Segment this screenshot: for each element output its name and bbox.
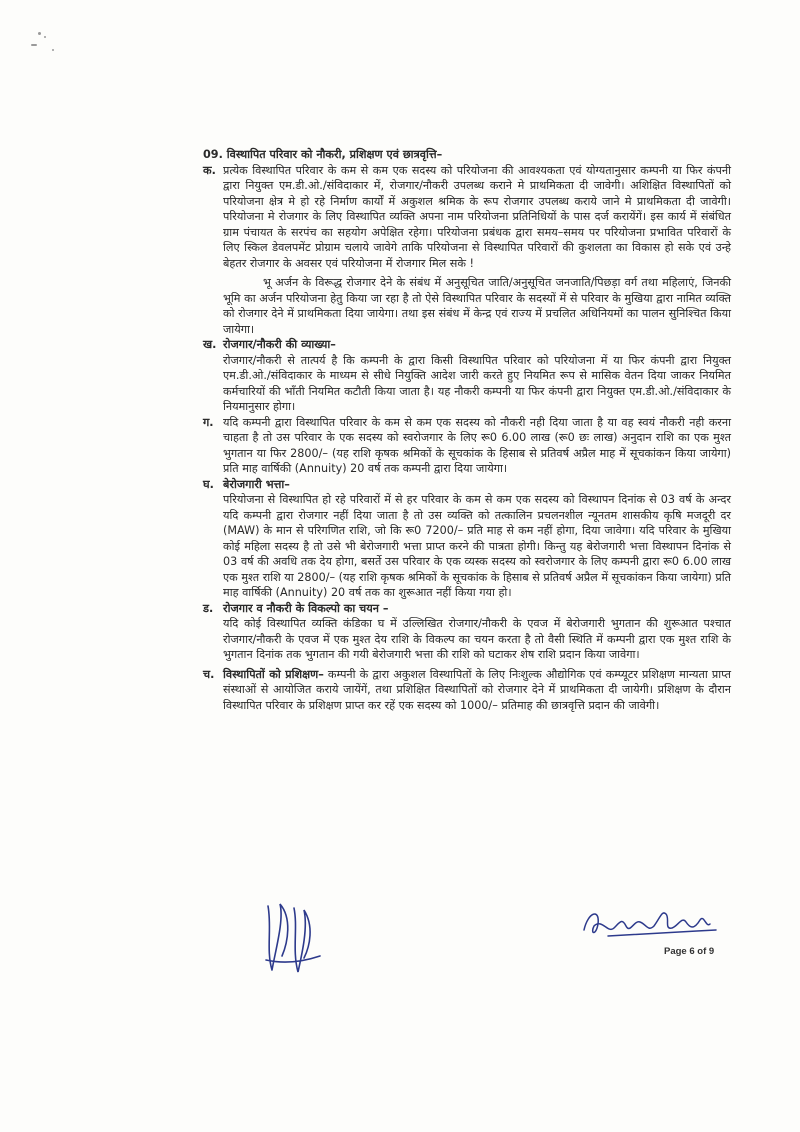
- clause-gha: [203, 477, 731, 601]
- clause-ga-text: यदि कम्पनी द्वारा विस्थापित परिवार के कम से कम एक सदस्य को नौकरी नही दिया जाता है या वह स्वयं नौकरी नही करना चाहता है तो उस परिवार के एक सदस्य को स्वरोजगार के लिए रू0 6.00 लाख (रू0 छः लाख) अनुदान राशि का एक मुश्त भुगतान या फिर 2800/– (यह राशि कृषक श्रमिकों के सूचकांक के हिसाब से प्रतिवर्ष अप्रैल माह में सूचकांकन किया जायेगा) प्रति माह वार्षिकी (Annuity) 20 वर्ष तक कम्पनी द्वारा दिया जायेगा।: [223, 415, 731, 475]
- clause-marker: घ.: [203, 477, 214, 491]
- scan-speck: [52, 49, 54, 51]
- page-number: Page 6 of 9: [664, 946, 715, 957]
- clause-da-text: यदि कोई विस्थापित व्यक्ति कंडिका घ में उल्लिखित रोजगार/नौकरी के एवज में बेरोजगारी भुगतान की शुरूआत पश्चात रोजगार/नौकरी के एवज में एक मुश्त देय राशि के विकल्प का चयन करता है तो वैसी स्थिति में कम्पनी द्वारा एक मुश्त राशि के भुगतान दिनांक तक भुगतान की गयी बेरोजगारी भत्ता की राशि को घटाकर शेष राशि प्रदान किया जावेगा।: [223, 617, 731, 661]
- clause-ka: [203, 163, 731, 338]
- clause-gha-text: परियोजना से विस्थापित हो रहे परिवारों में से हर परिवार के कम से कम एक सदस्य को विस्थापन दिनांक से 03 वर्ष के अन्दर यदि कम्पनी द्वारा रोजगार नहीं दिया जाता है तो उस व्यक्ति को तत्कालिन प्रचलनशील न्यूनतम शासकीय कृषि मजदूरी दर (MAW) के मान से परिगणित राशि, जो कि रू0 7200/– प्रति माह से कम नहीं होगा, दिया जावेगा। यदि परिवार के मुखिया कोई महिला सदस्य है तो उसे भी बेरोजगारी भत्ता प्राप्त करने की पात्रता होगी। किन्तु यह बेरोजगारी भत्ता विस्थापन दिनांक से 03 वर्ष की अवधि तक देय होगा, बसर्ते उस परिवार के एक व्यस्क सदस्य को स्वरोजगार के लिए कम्पनी द्वारा रू0 6.00 लाख एक मुश्त राशि या 2800/– (यह राशि कृषक श्रमिकों के सूचकांक के हिसाब से प्रतिवर्ष अप्रैल में सूचकांकन किया जायेगा) प्रति माह वार्षिकी (Annuity) 20 वर्ष तक का शुरूआत नहीं किया गया हो।: [223, 493, 731, 599]
- signature-initials-left: [258, 898, 328, 978]
- section-heading: 09. विस्थापित परिवार को नौकरी, प्रशिक्षण एवं छात्रवृत्ति–: [203, 148, 443, 161]
- clause-ga: [203, 415, 731, 477]
- scan-speck: [44, 36, 46, 38]
- clause-da: [203, 601, 731, 663]
- clause-cha-title: विस्थापितों को प्रशिक्षण–: [223, 667, 324, 681]
- clause-kha: [203, 337, 731, 415]
- clause-da-title: रोजगार व नौकरी के विकल्पो का चयन –: [223, 601, 389, 615]
- scan-speck: [31, 44, 37, 46]
- document-body: [203, 147, 731, 713]
- clause-marker: ड.: [203, 601, 214, 615]
- clause-marker: ख.: [203, 338, 217, 351]
- scan-speck: [38, 32, 41, 35]
- clause-cha-body: कम्पनी के द्वारा अकुशल विस्थापितों के लिए निःशुल्क औद्योगिक एवं कम्प्यूटर प्रशिक्षण मान्यता प्राप्त संस्थाओं से आयोजित कराये जायेंगें, तथा प्रशिक्षित विस्थापितों को रोजगार देने में प्राथमिकता दी जायेगी। प्रशिक्षण के दौरान विस्थापित परिवार के प्रशिक्षण प्राप्त कर रहें एक सदस्य को 1000/– प्रतिमाह की छात्रवृत्ति प्रदान की जावेगी।: [223, 667, 731, 712]
- clause-marker: क.: [203, 163, 216, 177]
- clause-cha-text: [223, 667, 731, 714]
- clause-kha-title: रोजगार/नौकरी की व्याख्या–: [223, 338, 336, 351]
- clause-marker: च.: [203, 667, 215, 681]
- signature-right: [578, 900, 728, 946]
- clause-cha: [203, 667, 731, 714]
- clause-ka-paragraph-1: प्रत्येक विस्थापित परिवार के कम से कम एक सदस्य को परियोजना की आवश्यकता एवं योग्यतानुसार कम्पनी या फिर कंपनी द्वारा नियुक्त एम.डी.ओ./संविदाकार में, रोजगार/नौकरी उपलब्ध कराने मे प्राथमिकता दी जावेगी। अशिक्षित विस्थापितों को परियोजना क्षेत्र मे हो रहे निर्माण कार्यों में अकुशल श्रमिक के रूप रोजगार उपलब्ध कराये जाने मे प्राथमिकता दी जावेगी। परियोजना मे रोजगार के लिए विस्थापित व्यक्ति अपना नाम परियोजना प्रतिनिधियों के पास दर्ज करायेंगें। इस कार्य में संबंधित ग्राम पंचायत के सरपंच का सहयोग अपेक्षित रहेगा। परियोजना प्रबंधक द्वारा समय–समय पर परियोजना प्रभावित परिवारों के लिए स्किल डेवलपमेंट प्रोग्राम चलाये जावेगे ताकि परियोजना से विस्थापित परिवारों की कुशलता का विकास हो सके एवं उन्हे बेहतर रोजगार के अवसर एवं परियोजना में रोजगार मिल सके !: [223, 163, 731, 270]
- clause-ka-paragraph-2: भू अर्जन के विरूद्ध रोजगार देने के संबंध में अनुसूचित जाति/अनुसूचित जनजाति/पिछड़ा वर्ग तथा महिलाएं, जिनकी भूमि का अर्जन परियोजना हेतु किया जा रहा है तो ऐसे विस्थापित परिवार के सदस्यों में से परिवार के मुखिया द्वारा नामित व्यक्ति को रोजगार देने में प्राथमिकता दिया जायेगा। तथा इस संबंध में केन्द्र एवं राज्य में प्रचलित अधिनियमों का पालन सुनिश्चित किया जायेगा।: [223, 276, 731, 336]
- clause-kha-text: रोजगार/नौकरी से तात्पर्य है कि कम्पनी के द्वारा किसी विस्थापित परिवार को परियोजना में या फिर कंपनी द्वारा नियुक्त एम.डी.ओ./संविदाकार के माध्यम से सीधे नियुक्ति आदेश जारी करते हुए नियमित रूप से मासिक वेतन दिया जाकर नियमित कर्मचारियों की भाँती नियमित कटौती किया जाता है। यह नौकरी कम्पनी या फिर कंपनी द्वारा नियुक्त एम.डी.ओ./संविदाकार के नियमानुसार होगा।: [223, 353, 731, 413]
- clause-gha-title: बेरोजगारी भत्ता–: [223, 477, 290, 491]
- clause-marker: ग.: [203, 415, 214, 429]
